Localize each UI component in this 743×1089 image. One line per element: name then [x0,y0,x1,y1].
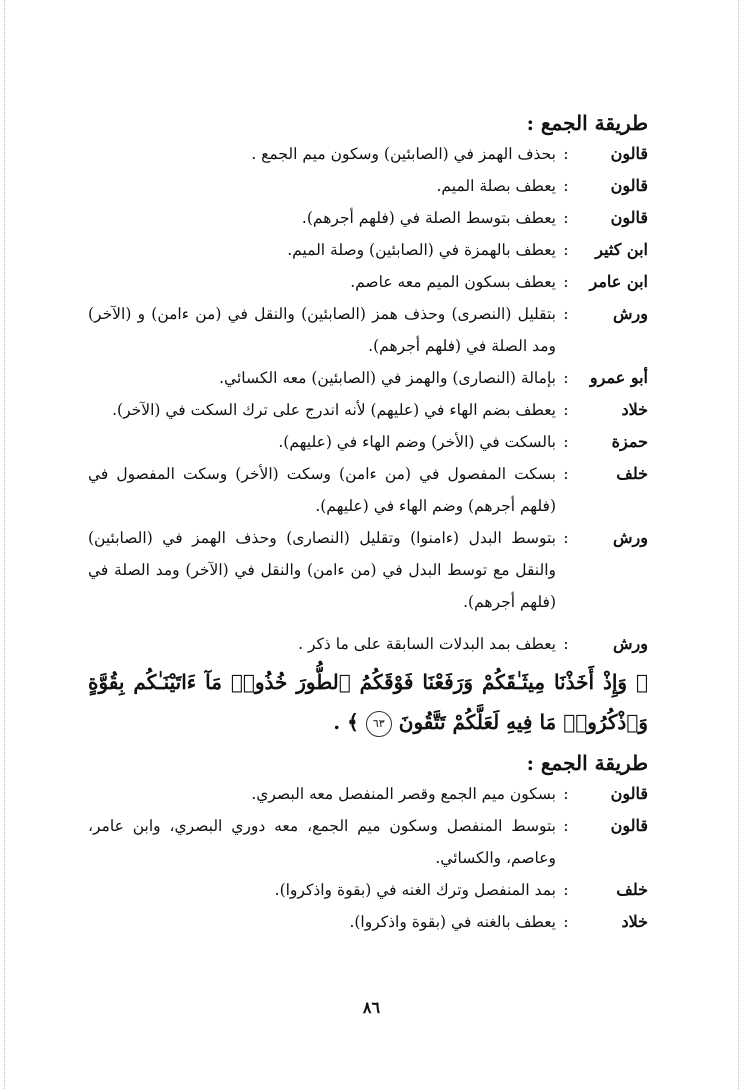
verse-end-dot: . [333,710,341,734]
right-scan-edge [738,0,739,1089]
reading-entry [88,810,648,874]
reader-name: حمزة [611,432,648,451]
ayah-number-marker: ٦٣ [366,711,392,737]
reader-name: خلف [616,880,648,899]
reading-entry [88,628,648,660]
reading-entry [88,266,648,298]
separator-colon: : [563,272,569,291]
reading-text: يعطف بصلة الميم. [436,177,556,195]
reading-entry [88,522,648,618]
spacer [88,618,648,628]
page-content [88,108,648,938]
reader-name: قالون [610,816,648,835]
reading-entry [88,874,648,906]
reader-name: خلاد [621,400,648,419]
separator-colon: : [563,464,569,483]
reading-entry [88,298,648,362]
reader-name: قالون [610,176,648,195]
separator-colon: : [563,240,569,259]
separator-colon: : [563,176,569,195]
reading-entry [88,778,648,810]
reading-entry [88,458,648,522]
separator-colon: : [563,528,569,547]
reading-text: بحذف الهمز في (الصابئين) وسكون ميم الجمع . [251,145,556,163]
section-heading-1: طريقة الجمع : [526,111,648,135]
reading-entry [88,906,648,938]
separator-colon: : [563,432,569,451]
reading-text: بسكت المفصول في (من ءامن) وسكت (الأخر) وسكت المفصول في (فلهم أجرهم) وضم الهاء في (عليهم). [88,465,556,515]
reading-text: يعطف بالغنه في (بقوة واذكروا). [349,913,556,931]
verse-close-bracket: ﴾ [347,710,359,734]
reading-text: يعطف بالهمزة في (الصابئين) وصلة الميم. [287,241,556,259]
reader-name: ورش [613,528,648,547]
left-scan-edge [4,0,5,1089]
reader-name: قالون [610,144,648,163]
reading-entry [88,138,648,170]
reading-text: بمد المنفصل وترك الغنه في (بقوة واذكروا). [274,881,556,899]
separator-colon: : [563,784,569,803]
reader-name: ابن عامر [589,272,648,291]
separator-colon: : [563,208,569,227]
reader-name: ابن كثير [595,240,648,259]
reader-name: أبو عمرو [589,368,648,387]
reading-entry [88,362,648,394]
reading-entry [88,394,648,426]
reader-name: قالون [610,208,648,227]
separator-colon: : [563,368,569,387]
reading-text: بالسكت في (الأخر) وضم الهاء في (عليهم). [278,433,556,451]
reading-entry [88,426,648,458]
reading-entry [88,202,648,234]
section-heading-2: طريقة الجمع : [526,751,648,775]
reader-name: خلف [616,464,648,483]
reader-name: ورش [613,634,648,653]
reading-text: بتوسط البدل (ءامنوا) وتقليل (النصارى) وحذف الهمز في (الصابئين) والنقل مع توسط البدل في (من ءامن) والنقل في (الآخر) ومد الصلة في (فلهم أجرهم). [88,529,556,611]
reading-text: يعطف بضم الهاء في (عليهم) لأنه اندرج على ترك السكت في (الآخر). [112,401,556,419]
reading-text: بإمالة (النصارى) والهمز في (الصابئين) معه الكسائي. [219,369,556,387]
reader-name: ورش [613,304,648,323]
reading-text: بتوسط المنفصل وسكون ميم الجمع، معه دوري البصري، وابن عامر، وعاصم، والكسائي. [88,817,556,867]
separator-colon: : [563,634,569,653]
separator-colon: : [563,816,569,835]
reader-name: خلاد [621,912,648,931]
reading-entry [88,234,648,266]
reader-name: قالون [610,784,648,803]
reading-text: بسكون ميم الجمع وقصر المنفصل معه البصري. [251,785,556,803]
reading-entry [88,170,648,202]
reading-text: بتقليل (النصرى) وحذف همز (الصابئين) والنقل في (من ءامن) و (الآخر) ومد الصلة في (فلهم أجرهم). [88,305,556,355]
reading-text: يعطف بمد البدلات السابقة على ما ذكر . [298,635,556,653]
quran-verse [88,662,648,742]
separator-colon: : [563,400,569,419]
verse-open-bracket: ﴿ [636,670,649,694]
separator-colon: : [563,144,569,163]
page-number: ٨٦ [362,998,381,1017]
reading-text: يعطف بتوسط الصلة في (فلهم أجرهم). [301,209,556,227]
separator-colon: : [563,912,569,931]
separator-colon: : [563,880,569,899]
verse-text: وَإِذْ أَخَذْنَا مِيثَـٰقَكُمْ وَرَفَعْنَا فَوْقَكُمُ ٱلطُّورَ خُذُوا۟ مَآ ءَاتَيْنَـٰكُم بِقُوَّةٍ وَٱذْكُرُوا۟ مَا فِيهِ لَعَلَّكُمْ تَتَّقُونَ [88,670,648,734]
separator-colon: : [563,304,569,323]
reading-text: يعطف بسكون الميم معه عاصم. [350,273,556,291]
